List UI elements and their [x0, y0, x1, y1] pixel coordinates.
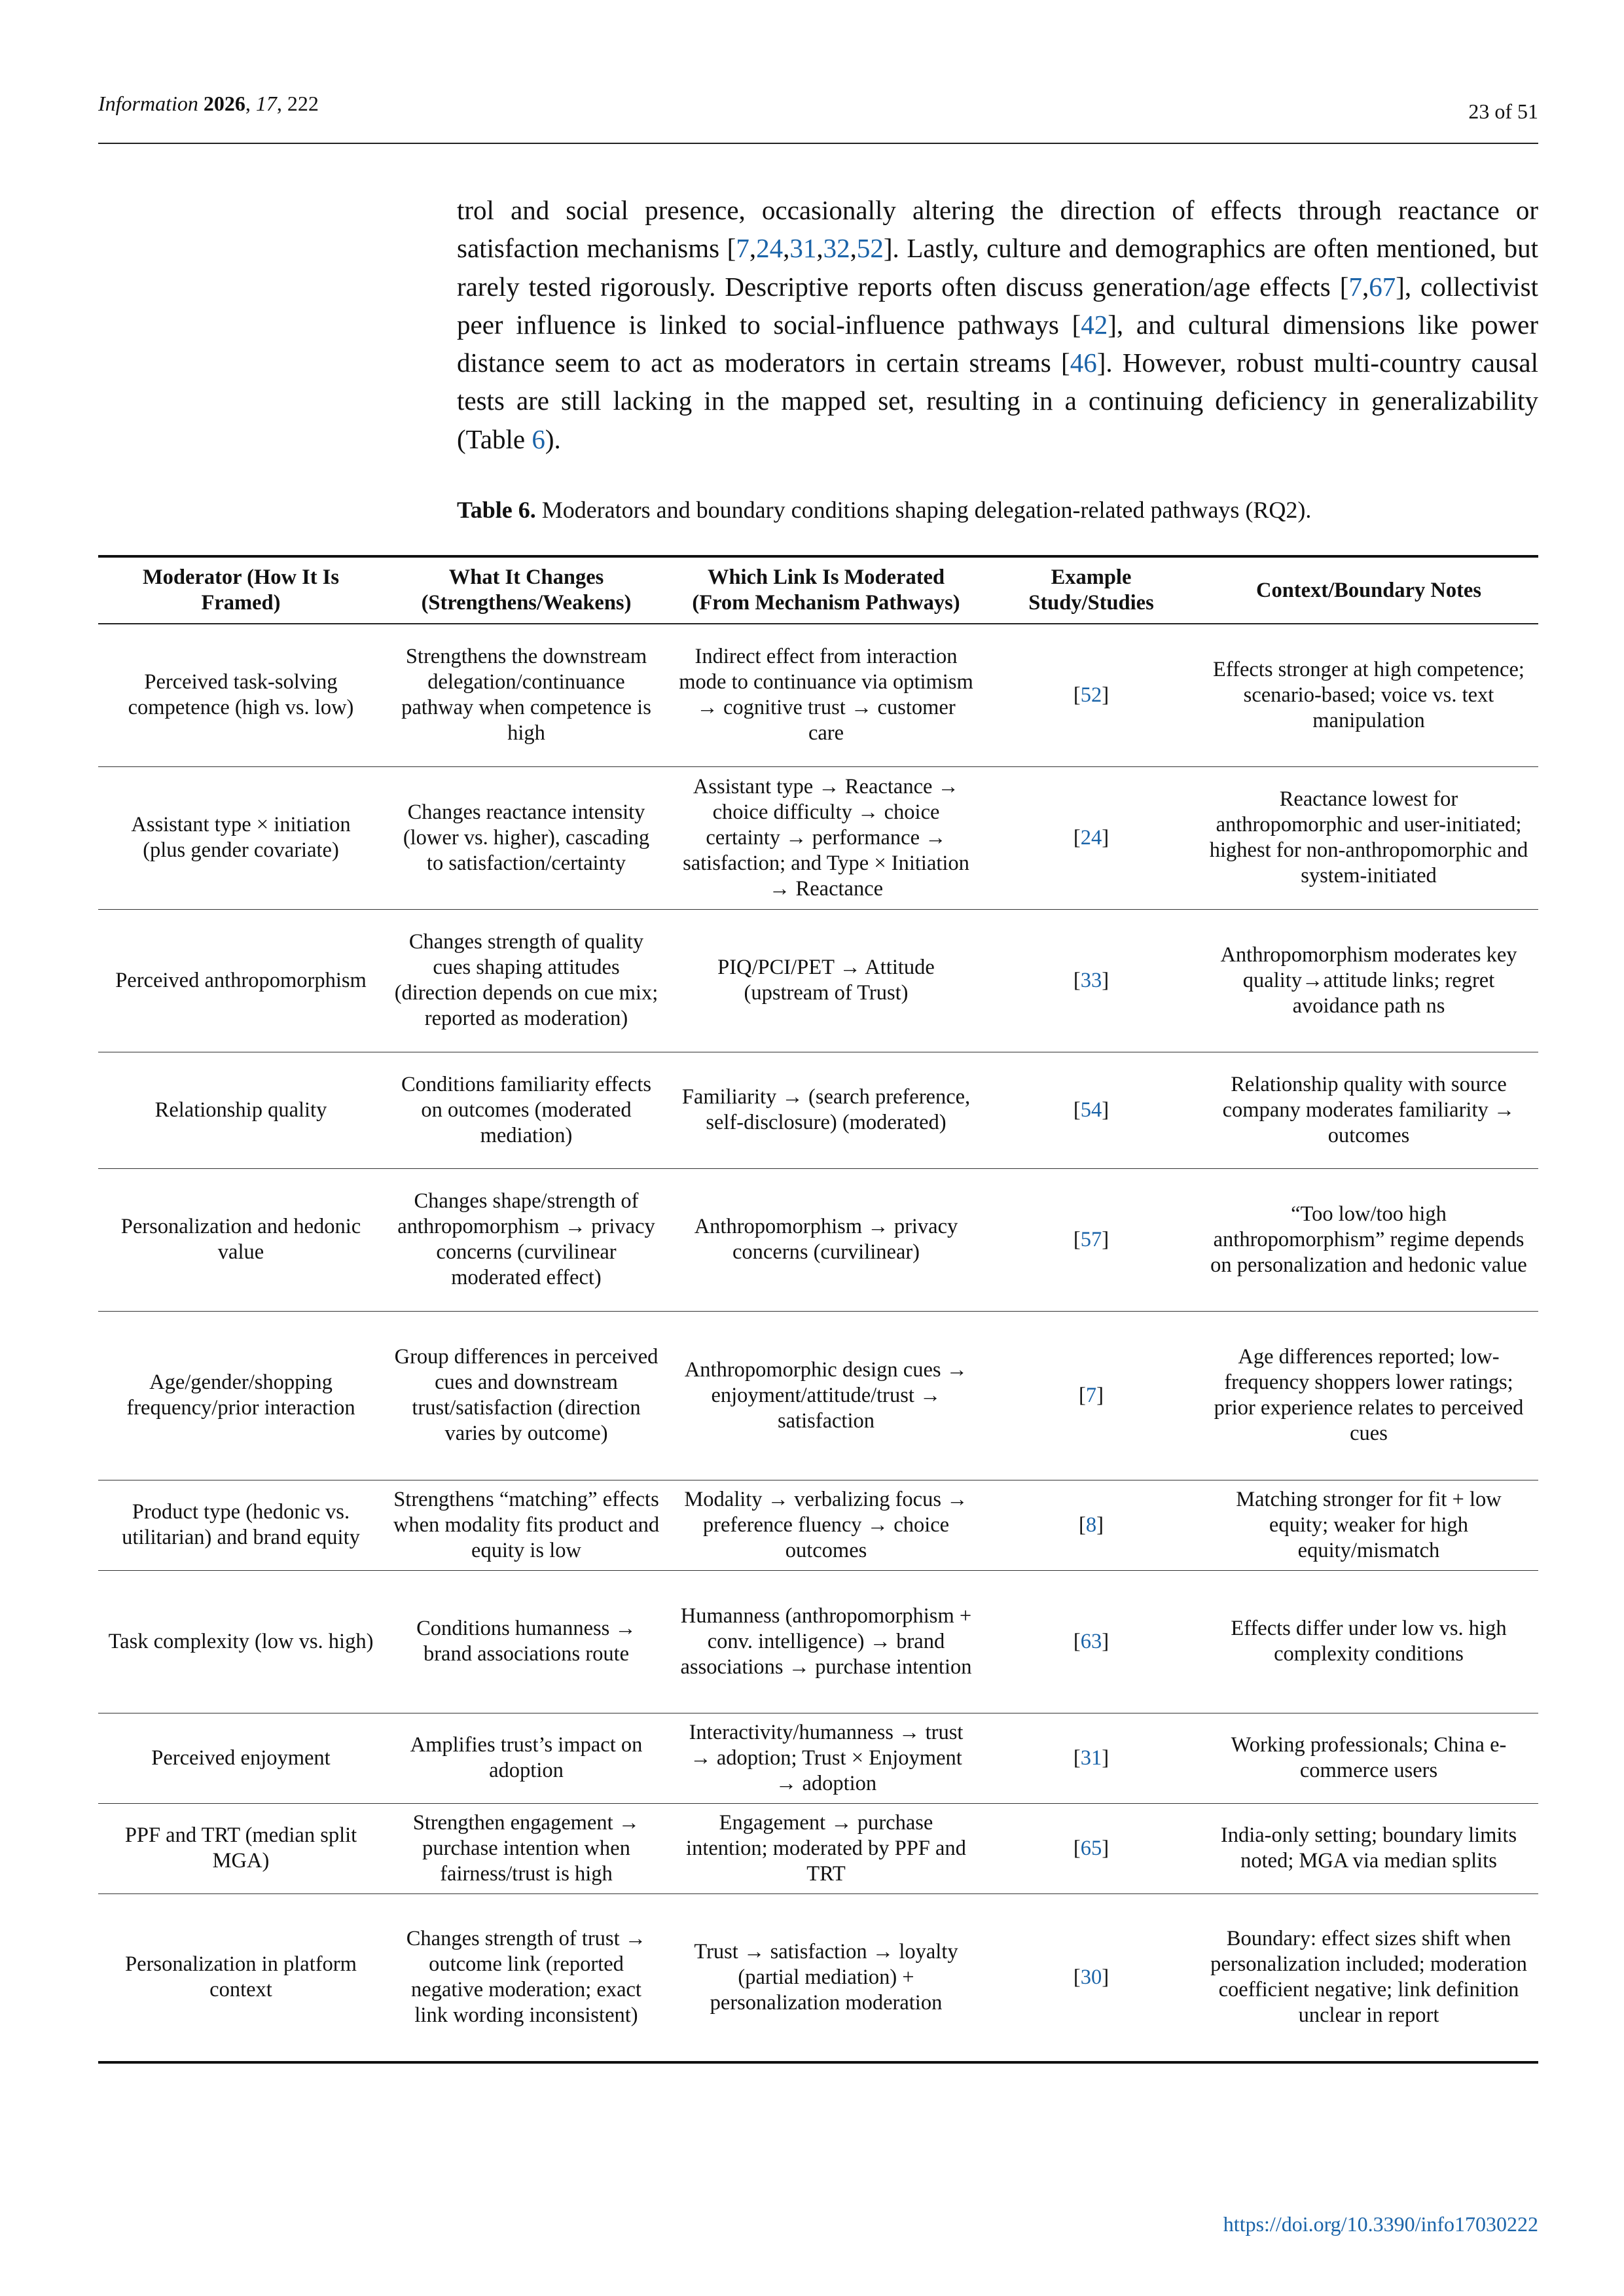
table-caption	[457, 494, 1538, 526]
table-row	[98, 1311, 1538, 1480]
header-example-study: Example Study/Studies	[983, 556, 1199, 624]
cell-example-study: [63]	[983, 1570, 1199, 1713]
citation-link[interactable]: 52	[856, 233, 884, 264]
citation-link[interactable]: 31	[1080, 1746, 1102, 1770]
cell-moderated-link: PIQ/PCI/PET → Attitude (upstream of Trust)	[669, 909, 983, 1052]
cell-context-notes: Relationship quality with source company moderates familiarity → outcomes	[1199, 1052, 1538, 1168]
citation-link[interactable]: 65	[1080, 1836, 1102, 1860]
journal-volume: 17	[255, 92, 277, 115]
cell-moderated-link: Trust → satisfaction → loyalty (partial mediation) + personalization moderation	[669, 1893, 983, 2062]
cell-context-notes: “Too low/too high anthropomorphism” regime depends on personalization and hedonic value	[1199, 1168, 1538, 1311]
header-moderator: Moderator (How It Is Framed)	[98, 556, 384, 624]
table-caption-text: Moderators and boundary conditions shaping delegation-related pathways (RQ2).	[541, 497, 1312, 523]
citation-link[interactable]: 31	[789, 233, 817, 264]
cell-example-study: [30]	[983, 1893, 1199, 2062]
article-number: 222	[287, 92, 319, 115]
body-paragraph	[457, 191, 1538, 458]
table-row	[98, 1893, 1538, 2062]
header-which-link: Which Link Is Moderated (From Mechanism Pathways)	[669, 556, 983, 624]
citation-link[interactable]: 42	[1081, 309, 1108, 340]
page-header	[98, 92, 1538, 144]
cell-moderator: Perceived anthropomorphism	[98, 909, 384, 1052]
table-row	[98, 909, 1538, 1052]
cell-context-notes: Reactance lowest for anthropomorphic and user-initiated; highest for non-anthropomorphic and system-initiated	[1199, 766, 1538, 909]
cell-moderator: Age/gender/shopping frequency/prior interaction	[98, 1311, 384, 1480]
cell-what-it-changes: Changes strength of quality cues shaping attitudes (direction depends on cue mix; reported as moderation)	[384, 909, 669, 1052]
moderators-table	[98, 555, 1538, 2064]
page-number: 23 of 51	[1468, 99, 1538, 123]
paragraph-text: trol and social presence, occasionally altering the direction of effects through reactance or satisfaction mechanisms [	[457, 195, 1538, 264]
cell-moderator: Task complexity (low vs. high)	[98, 1570, 384, 1713]
paragraph-text: ], collectivist peer influence is linked to social-influence pathways [	[457, 271, 1538, 340]
citation-link[interactable]: 6	[532, 423, 545, 454]
table-row	[98, 1803, 1538, 1893]
citation-link[interactable]: 24	[1080, 825, 1102, 850]
cell-example-study: [54]	[983, 1052, 1199, 1168]
table-row	[98, 1713, 1538, 1803]
citation-link[interactable]: 57	[1080, 1227, 1102, 1251]
paragraph-text: ], and cultural dimensions like power distance seem to act as moderators in certain streams [	[457, 309, 1538, 378]
cell-what-it-changes: Group differences in perceived cues and downstream trust/satisfaction (direction varies by outcome)	[384, 1311, 669, 1480]
citation-link[interactable]: 52	[1080, 683, 1102, 707]
table-row	[98, 1480, 1538, 1570]
citation-link[interactable]: 54	[1080, 1098, 1102, 1122]
paragraph-text: ,	[1362, 271, 1369, 302]
cell-what-it-changes: Conditions humanness → brand associations route	[384, 1570, 669, 1713]
cell-context-notes: Effects differ under low vs. high complexity conditions	[1199, 1570, 1538, 1713]
cell-example-study: [57]	[983, 1168, 1199, 1311]
table-caption-label: Table 6.	[457, 497, 536, 523]
cell-moderator: PPF and TRT (median split MGA)	[98, 1803, 384, 1893]
cell-what-it-changes: Strengthen engagement → purchase intention when fairness/trust is high	[384, 1803, 669, 1893]
cell-context-notes: Effects stronger at high competence; scenario-based; voice vs. text manipulation	[1199, 624, 1538, 766]
cell-example-study: [52]	[983, 624, 1199, 766]
table-row	[98, 1570, 1538, 1713]
citation-link[interactable]: 7	[1348, 271, 1362, 302]
cell-moderated-link: Modality → verbalizing focus → preference fluency → choice outcomes	[669, 1480, 983, 1570]
cell-example-study: [8]	[983, 1480, 1199, 1570]
cell-what-it-changes: Amplifies trust’s impact on adoption	[384, 1713, 669, 1803]
paragraph-text: ,	[850, 233, 857, 264]
citation-link[interactable]: 30	[1080, 1965, 1102, 1989]
cell-moderated-link: Interactivity/humanness → trust → adoption; Trust × Enjoyment → adoption	[669, 1713, 983, 1803]
cell-moderator: Relationship quality	[98, 1052, 384, 1168]
cell-example-study: [7]	[983, 1311, 1199, 1480]
cell-context-notes: India-only setting; boundary limits noted; MGA via median splits	[1199, 1803, 1538, 1893]
cell-moderated-link: Humanness (anthropomorphism + conv. intelligence) → brand associations → purchase intention	[669, 1570, 983, 1713]
paragraph-text: ,	[783, 233, 790, 264]
cell-moderator: Personalization in platform context	[98, 1893, 384, 2062]
journal-citation: Information 2026, 17, 222	[98, 92, 319, 115]
cell-example-study: [24]	[983, 766, 1199, 909]
cell-moderator: Assistant type × initiation (plus gender covariate)	[98, 766, 384, 909]
cell-context-notes: Boundary: effect sizes shift when personalization included; moderation coefficient negative; link definition unclear in report	[1199, 1893, 1538, 2062]
cell-moderated-link: Indirect effect from interaction mode to continuance via optimism → cognitive trust → customer care	[669, 624, 983, 766]
citation-link[interactable]: 7	[1085, 1383, 1097, 1407]
table-row	[98, 1168, 1538, 1311]
cell-moderator: Perceived enjoyment	[98, 1713, 384, 1803]
cell-context-notes: Age differences reported; low-frequency shoppers lower ratings; prior experience relates to perceived cues	[1199, 1311, 1538, 1480]
cell-example-study: [31]	[983, 1713, 1199, 1803]
cell-context-notes: Matching stronger for fit + low equity; weaker for high equity/mismatch	[1199, 1480, 1538, 1570]
paragraph-text: ]. However, robust multi-country causal tests are still lacking in the mapped set, resulting in a continuing deficiency in generalizability (Table	[457, 348, 1538, 454]
citation-link[interactable]: 8	[1085, 1513, 1097, 1537]
cell-example-study: [33]	[983, 909, 1199, 1052]
doi-link[interactable]: https://doi.org/10.3390/info17030222	[1223, 2212, 1538, 2236]
citation-link[interactable]: 24	[756, 233, 784, 264]
table-row	[98, 1052, 1538, 1168]
cell-moderated-link: Anthropomorphic design cues → enjoyment/attitude/trust → satisfaction	[669, 1311, 983, 1480]
cell-moderator: Personalization and hedonic value	[98, 1168, 384, 1311]
citation-link[interactable]: 46	[1070, 348, 1097, 378]
cell-context-notes: Anthropomorphism moderates key quality→attitude links; regret avoidance path ns	[1199, 909, 1538, 1052]
cell-moderated-link: Familiarity → (search preference, self-disclosure) (moderated)	[669, 1052, 983, 1168]
citation-link[interactable]: 67	[1369, 271, 1396, 302]
cell-what-it-changes: Strengthens “matching” effects when modality fits product and equity is low	[384, 1480, 669, 1570]
cell-what-it-changes: Conditions familiarity effects on outcomes (moderated mediation)	[384, 1052, 669, 1168]
citation-link[interactable]: 63	[1080, 1629, 1102, 1653]
citation-link[interactable]: 7	[736, 233, 749, 264]
journal-name: Information	[98, 92, 198, 115]
cell-what-it-changes: Strengthens the downstream delegation/continuance pathway when competence is high	[384, 624, 669, 766]
header-what-it-changes: What It Changes (Strengthens/Weakens)	[384, 556, 669, 624]
cell-context-notes: Working professionals; China e-commerce users	[1199, 1713, 1538, 1803]
cell-moderated-link: Engagement → purchase intention; moderated by PPF and TRT	[669, 1803, 983, 1893]
paragraph-text: ).	[545, 423, 561, 454]
cell-moderator: Perceived task-solving competence (high vs. low)	[98, 624, 384, 766]
table-row	[98, 766, 1538, 909]
cell-moderated-link: Anthropomorphism → privacy concerns (curvilinear)	[669, 1168, 983, 1311]
cell-moderated-link: Assistant type → Reactance → choice difficulty → choice certainty → performance → satisfaction; and Type × Initiation → Reactance	[669, 766, 983, 909]
paragraph-text: ]. Lastly, culture and demographics are often mentioned, but rarely tested rigorously. Descriptive reports often discuss generation/age effects [	[457, 233, 1538, 302]
paragraph-text: ,	[749, 233, 757, 264]
citation-link[interactable]: 32	[823, 233, 850, 264]
citation-link[interactable]: 33	[1080, 968, 1102, 992]
cell-moderator: Product type (hedonic vs. utilitarian) and brand equity	[98, 1480, 384, 1570]
paragraph-text: ,	[816, 233, 823, 264]
cell-example-study: [65]	[983, 1803, 1199, 1893]
journal-year: 2026	[203, 92, 245, 115]
table-header-row	[98, 556, 1538, 624]
header-context-notes: Context/Boundary Notes	[1199, 556, 1538, 624]
cell-what-it-changes: Changes reactance intensity (lower vs. higher), cascading to satisfaction/certainty	[384, 766, 669, 909]
cell-what-it-changes: Changes strength of trust → outcome link (reported negative moderation; exact link wording inconsistent)	[384, 1893, 669, 2062]
table-row	[98, 624, 1538, 766]
cell-what-it-changes: Changes shape/strength of anthropomorphism → privacy concerns (curvilinear moderated effect)	[384, 1168, 669, 1311]
